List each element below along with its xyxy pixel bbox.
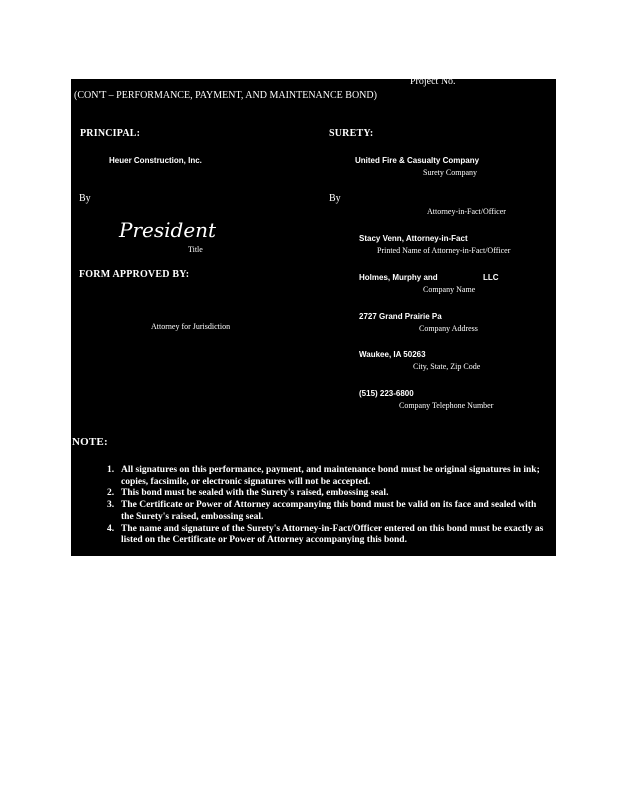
surety-heading: SURETY: [329,128,374,139]
surety-by-label: By [329,193,341,204]
principal-signature-title-handwritten: President [119,218,217,242]
agency-address: 2727 Grand Prairie Pa [359,312,442,321]
notes-list [107,465,549,547]
agency-city: Waukee, IA 50263 [359,350,426,359]
principal-name: Heuer Construction, Inc. [109,156,202,165]
bond-title: (CON'T – PERFORMANCE, PAYMENT, AND MAINTENANCE BOND) [74,90,377,101]
principal-title-label: Title [188,245,203,254]
agency-city-label: City, State, Zip Code [413,362,481,371]
agency-address-label: Company Address [419,324,478,333]
project-no-label: Project No. [410,76,456,87]
bond-page-panel [71,76,556,556]
note-item: 3. The Certificate or Power of Attorney accompanying this bond must be valid on its face and sealed with the Surety's raised, embossing seal. [107,500,537,522]
surety-attorney-label: Attorney-in-Fact/Officer [427,207,506,216]
note-item: 2. This bond must be sealed with the Surety's raised, embossing seal. [107,488,389,499]
surety-printed-name-label: Printed Name of Attorney-in-Fact/Officer [377,246,511,255]
principal-by-label: By [79,193,91,204]
note-heading: NOTE: [72,436,108,448]
surety-company-label: Surety Company [423,168,477,177]
agency-phone: (515) 223-6800 [359,389,414,398]
surety-printed-name: Stacy Venn, Attorney-in-Fact [359,234,468,243]
form-approved-heading: FORM APPROVED BY: [79,269,190,280]
note-item: 4. The name and signature of the Surety's Attorney-in-Fact/Officer entered on this bond must be exactly as listed on the Certificate or Power of Attorney accompanying this bond. [107,523,544,546]
note-item: 1. All signatures on this performance, payment, and maintenance bond must be original signatures in ink; copies, facsimile, or electronic signatures will not be accepted. [107,465,540,487]
principal-heading: PRINCIPAL: [80,128,141,139]
agency-name-label: Company Name [423,285,476,294]
attorney-for-jurisdiction-label: Attorney for Jurisdiction [151,322,231,331]
agency-name-part1: Holmes, Murphy and [359,273,438,282]
surety-company: United Fire & Casualty Company [355,156,480,165]
agency-name-part2: LLC [483,273,499,282]
agency-phone-label: Company Telephone Number [399,401,494,410]
